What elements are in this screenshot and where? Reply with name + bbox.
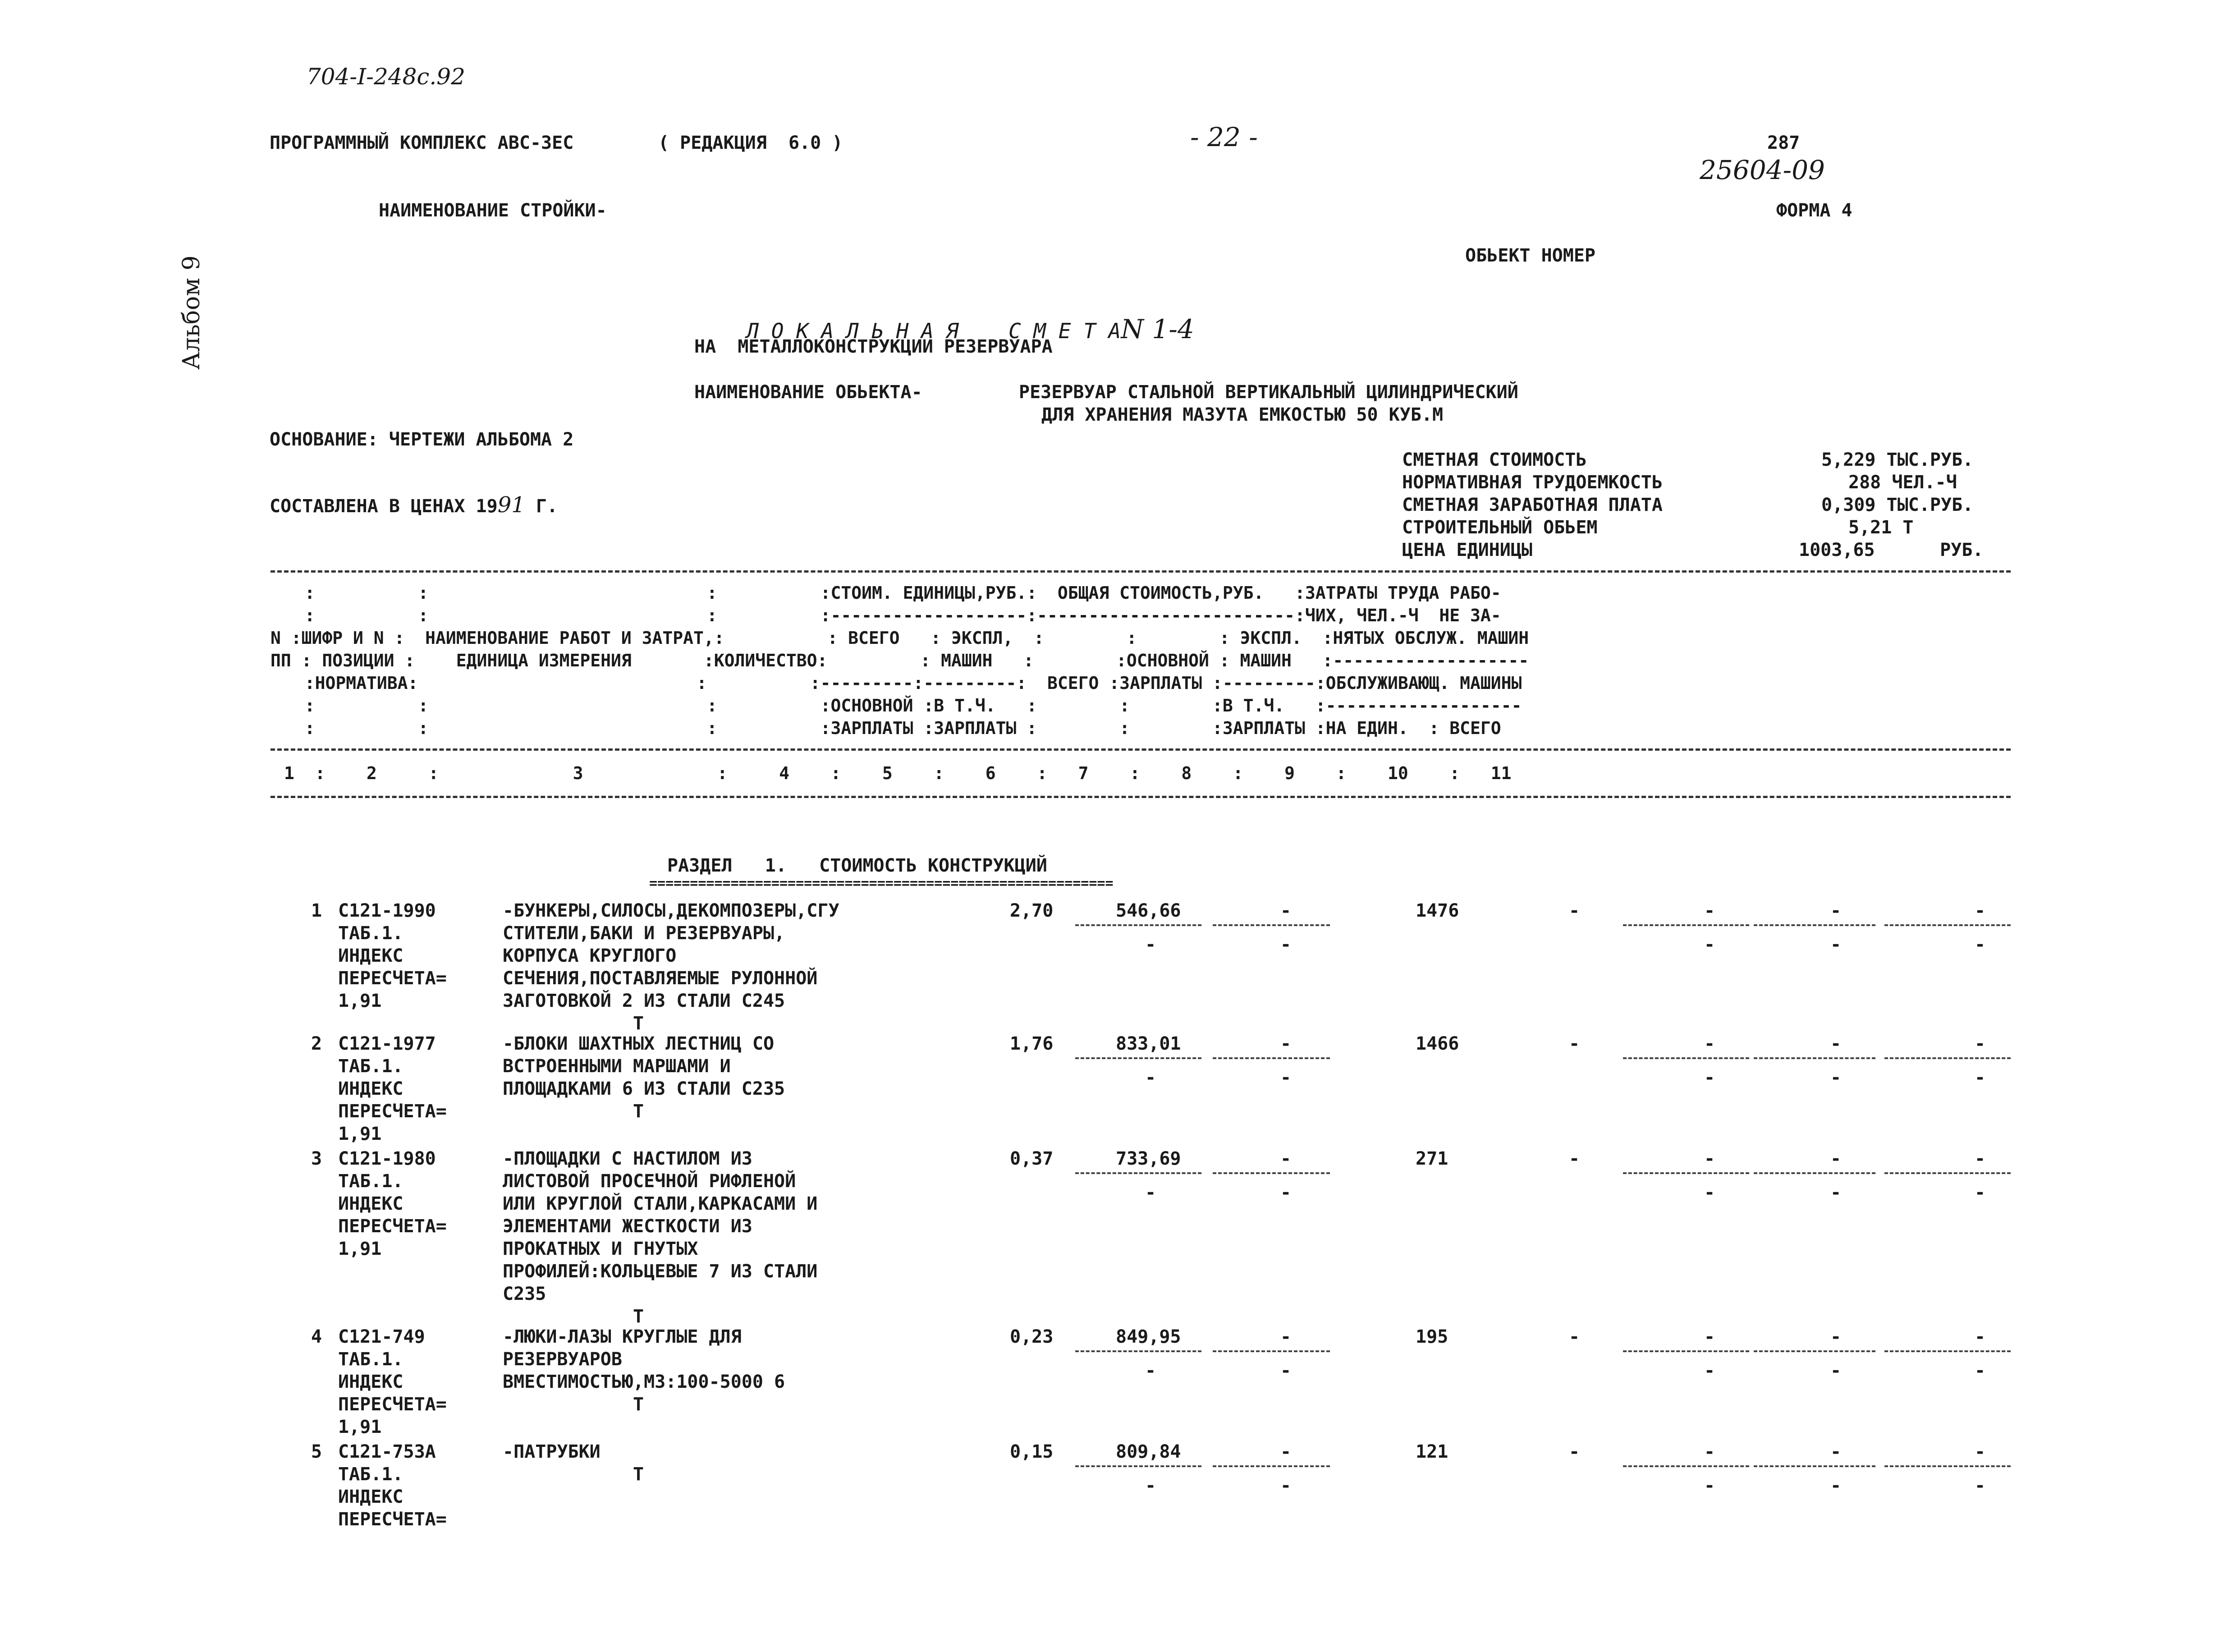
row-subrule xyxy=(1623,924,1749,926)
row-mach-wage: - xyxy=(1704,934,1715,955)
header-line: :НОРМАТИВА: : :---------:---------: ВСЕГО :ЗАРПЛАТЫ :---------:ОБСЛУЖИВАЮЩ. МАШИНЫ xyxy=(284,673,1522,693)
row-mach-wage: - xyxy=(1704,1360,1715,1381)
row-code-line: ПЕРЕСЧЕТА= xyxy=(338,1509,447,1530)
header-line: ПП : ПОЗИЦИИ : ЕДИНИЦА ИЗМЕРЕНИЯ :КОЛИЧЕСТВО: : МАШИН : :ОСНОВНОЙ : МАШИН :------------------- xyxy=(270,651,1529,670)
prices-note xyxy=(270,494,558,518)
row-base-wage: - xyxy=(1569,1033,1580,1054)
summary-value: 0,309 ТЫС.РУБ. xyxy=(1821,495,1974,515)
row-code-line: ТАБ.1. xyxy=(338,1464,403,1485)
row-number: 1 xyxy=(311,900,322,921)
row-labor-total: - xyxy=(1975,1033,1986,1054)
row-subrule xyxy=(1213,1172,1330,1174)
row-code-line: 1,91 xyxy=(338,1124,382,1144)
row-labor-total: - xyxy=(1975,1441,1986,1462)
construction-name-label: НАИМЕНОВАНИЕ СТРОЙКИ- xyxy=(379,200,607,221)
table-header-rule xyxy=(270,748,2011,751)
row-subrule xyxy=(1754,1172,1875,1174)
row-unit-total: 546,66 xyxy=(1116,900,1181,921)
header-line: : : : :ЗАРПЛАТЫ :ЗАРПЛАТЫ : : :ЗАРПЛАТЫ :НА ЕДИН. : ВСЕГО xyxy=(284,718,1501,738)
row-base-wage: - xyxy=(1569,1326,1580,1347)
row-name-line: ПРОФИЛЕЙ:КОЛЬЦЕВЫЕ 7 ИЗ СТАЛИ xyxy=(503,1261,818,1282)
row-labor-mach-total: - xyxy=(1975,1475,1986,1496)
row-name-line: ПЛОЩАДКАМИ 6 ИЗ СТАЛИ С235 xyxy=(503,1078,785,1099)
row-mach-wage: - xyxy=(1704,1182,1715,1203)
row-unit-total: 833,01 xyxy=(1116,1033,1181,1054)
row-subrule xyxy=(1075,1057,1201,1059)
row-subrule xyxy=(1754,924,1875,926)
row-labor-mach-total: - xyxy=(1975,1182,1986,1203)
object-name-line2: ДЛЯ ХРАНЕНИЯ МАЗУТА ЕМКОСТЬЮ 50 КУБ.М xyxy=(1041,404,1444,425)
row-subrule xyxy=(1075,1465,1201,1467)
row-machines: - xyxy=(1704,900,1715,921)
row-code-line: 1,91 xyxy=(338,991,382,1011)
row-labor-mach-unit: - xyxy=(1830,934,1842,955)
object-name-line1: РЕЗЕРВУАР СТАЛЬНОЙ ВЕРТИКАЛЬНЫЙ ЦИЛИНДРИЧЕСКИЙ xyxy=(1019,382,1518,403)
summary-label: НОРМАТИВНАЯ ТРУДОЕМКОСТЬ xyxy=(1402,472,1663,493)
estimate-subtitle: НА МЕТАЛЛОКОНСТРУКЦИИ РЕЗЕРВУАРА xyxy=(694,336,1053,357)
row-code-line: С121-1977 xyxy=(338,1033,436,1054)
row-name-line: РЕЗЕРВУАРОВ xyxy=(503,1349,622,1370)
page-number: - 22 - xyxy=(1190,122,1258,152)
row-name-line: -БЛОКИ ШАХТНЫХ ЛЕСТНИЦ СО xyxy=(503,1033,775,1054)
row-quantity: 0,23 xyxy=(1010,1326,1054,1347)
row-base-wage: - xyxy=(1569,900,1580,921)
table-top-rule xyxy=(270,570,2011,573)
row-name-line: -БУНКЕРЫ,СИЛОСЫ,ДЕКОМПОЗЕРЫ,СГУ xyxy=(503,900,839,921)
row-total: 195 xyxy=(1416,1326,1449,1347)
row-total: 1476 xyxy=(1416,900,1459,921)
row-name-line: СЕЧЕНИЯ,ПОСТАВЛЯЕМЫЕ РУЛОННОЙ xyxy=(503,968,818,989)
row-code-line: ИНДЕКС xyxy=(338,945,403,966)
row-code-line: С121-1990 xyxy=(338,900,436,921)
object-name-label: НАИМЕНОВАНИЕ ОБЬЕКТА- xyxy=(694,382,922,403)
row-name-line: ВМЕСТИМОСТЬЮ,М3:100-5000 6 xyxy=(503,1372,785,1392)
row-labor-unit: - xyxy=(1830,1441,1842,1462)
row-labor-unit: - xyxy=(1830,1148,1842,1169)
summary-value: 1003,65 РУБ. xyxy=(1799,540,1984,560)
row-subrule xyxy=(1754,1465,1875,1467)
row-subrule xyxy=(1884,1172,2011,1174)
row-labor-unit: - xyxy=(1830,1326,1842,1347)
row-name-line: ПРОКАТНЫХ И ГНУТЫХ xyxy=(503,1239,698,1259)
row-unit-wage: - xyxy=(1145,1475,1156,1496)
row-subrule xyxy=(1623,1465,1749,1467)
row-code-line: ПЕРЕСЧЕТА= xyxy=(338,1394,447,1415)
section-title: РАЗДЕЛ 1. СТОИМОСТЬ КОНСТРУКЦИЙ xyxy=(667,855,1047,876)
row-name-line: -ПАТРУБКИ xyxy=(503,1441,601,1462)
row-labor-mach-unit: - xyxy=(1830,1360,1842,1381)
row-subrule xyxy=(1884,924,2011,926)
header-line: : : : :-------------------:-------------------------:ЧИХ, ЧЕЛ.-Ч НЕ ЗА- xyxy=(284,606,1501,625)
row-mach-wage: - xyxy=(1704,1067,1715,1088)
prices-note-tail: Г. xyxy=(525,496,558,517)
row-name-line: -ЛЮКИ-ЛАЗЫ КРУГЛЫЕ ДЛЯ xyxy=(503,1326,742,1347)
row-code-line: ИНДЕКС xyxy=(338,1078,403,1099)
row-unit-machines: - xyxy=(1280,900,1292,921)
row-unit-wage: - xyxy=(1145,1067,1156,1088)
row-name-line: ЛИСТОВОЙ ПРОСЕЧНОЙ РИФЛЕНОЙ xyxy=(503,1171,796,1192)
prices-note-text: СОСТАВЛЕНА В ЦЕНАХ 19 xyxy=(270,496,498,517)
summary-value: 5,21 Т xyxy=(1848,517,1914,538)
row-unit-machines: - xyxy=(1280,1441,1292,1462)
row-quantity: 1,76 xyxy=(1010,1033,1054,1054)
row-subrule xyxy=(1623,1172,1749,1174)
row-subrule xyxy=(1623,1057,1749,1059)
row-unit-wage: - xyxy=(1145,1182,1156,1203)
document-code: 704-I-248с.92 xyxy=(307,64,465,90)
row-name-line: КОРПУСА КРУГЛОГО xyxy=(503,945,677,966)
summary-value: 5,229 ТЫС.РУБ. xyxy=(1821,450,1974,470)
row-machines: - xyxy=(1704,1441,1715,1462)
prices-year: 91 xyxy=(497,492,525,518)
summary-label: СМЕТНАЯ ЗАРАБОТНАЯ ПЛАТА xyxy=(1402,495,1663,515)
summary-label: СМЕТНАЯ СТОИМОСТЬ xyxy=(1402,450,1587,470)
program-name: ПРОГРАММНЫЙ КОМПЛЕКС АВС-ЗЕС xyxy=(270,133,574,153)
program-edition: ( РЕДАКЦИЯ 6.0 ) xyxy=(658,133,843,153)
row-unit-machines: - xyxy=(1280,1033,1292,1054)
row-name-line: ВСТРОЕННЫМИ МАРШАМИ И xyxy=(503,1056,731,1077)
header-line: N :ШИФР И N : НАИМЕНОВАНИЕ РАБОТ И ЗАТРАТ,: : ВСЕГО : ЭКСПЛ, : : : ЭКСПЛ. :НЯТЫХ ОБСЛУЖ. МАШИН xyxy=(270,628,1529,648)
row-code-line: ТАБ.1. xyxy=(338,1056,403,1077)
row-code-line: ИНДЕКС xyxy=(338,1372,403,1392)
row-unit-mach-wage: - xyxy=(1280,1360,1292,1381)
row-total: 1466 xyxy=(1416,1033,1459,1054)
row-labor-mach-total: - xyxy=(1975,1067,1986,1088)
row-code-line: ИНДЕКС xyxy=(338,1487,403,1507)
row-machines: - xyxy=(1704,1033,1715,1054)
row-subrule xyxy=(1213,1350,1330,1352)
row-number: 2 xyxy=(311,1033,322,1054)
row-labor-mach-unit: - xyxy=(1830,1475,1842,1496)
summary-value: 288 ЧЕЛ.-Ч xyxy=(1848,472,1957,493)
doc-number: 25604-09 xyxy=(1700,155,1825,185)
row-subrule xyxy=(1213,924,1330,926)
basis-note: ОСНОВАНИЕ: ЧЕРТЕЖИ АЛЬБОМА 2 xyxy=(270,429,574,450)
header-line: : : : :ОСНОВНОЙ :В Т.Ч. : : :В Т.Ч. :------------------- xyxy=(284,696,1522,716)
row-code-line: С121-749 xyxy=(338,1326,425,1347)
row-name-line: Т xyxy=(503,1013,644,1034)
section-underline: ========================================================= xyxy=(649,876,1114,891)
row-labor-mach-unit: - xyxy=(1830,1182,1842,1203)
row-name-line: СТИТЕЛИ,БАКИ И РЕЗЕРВУАРЫ, xyxy=(503,923,785,944)
summary-label: СТРОИТЕЛЬНЫЙ ОБЬЕМ xyxy=(1402,517,1598,538)
row-base-wage: - xyxy=(1569,1441,1580,1462)
row-quantity: 2,70 xyxy=(1010,900,1054,921)
column-numbers-rule xyxy=(270,796,2011,798)
row-unit-mach-wage: - xyxy=(1280,1475,1292,1496)
row-name-line: ЗАГОТОВКОЙ 2 ИЗ СТАЛИ С245 xyxy=(503,991,785,1011)
row-base-wage: - xyxy=(1569,1148,1580,1169)
row-code-line: С121-1980 xyxy=(338,1148,436,1169)
row-machines: - xyxy=(1704,1148,1715,1169)
row-unit-mach-wage: - xyxy=(1280,934,1292,955)
sheet-number: 287 xyxy=(1767,133,1800,153)
row-number: 5 xyxy=(311,1441,322,1462)
row-unit-machines: - xyxy=(1280,1326,1292,1347)
row-labor-unit: - xyxy=(1830,1033,1842,1054)
row-labor-total: - xyxy=(1975,1148,1986,1169)
row-labor-mach-unit: - xyxy=(1830,1067,1842,1088)
row-labor-unit: - xyxy=(1830,900,1842,921)
row-subrule xyxy=(1884,1057,2011,1059)
row-name-line: ЭЛЕМЕНТАМИ ЖЕСТКОСТИ ИЗ xyxy=(503,1216,752,1237)
row-subrule xyxy=(1884,1465,2011,1467)
row-name-line: Т xyxy=(503,1101,644,1122)
row-name-line: С235 xyxy=(503,1284,546,1304)
row-labor-mach-total: - xyxy=(1975,1360,1986,1381)
row-code-line: С121-753А xyxy=(338,1441,436,1462)
row-unit-total: 733,69 xyxy=(1116,1148,1181,1169)
row-subrule xyxy=(1754,1057,1875,1059)
row-code-line: ПЕРЕСЧЕТА= xyxy=(338,1101,447,1122)
row-subrule xyxy=(1884,1350,2011,1352)
row-subrule xyxy=(1075,924,1201,926)
row-number: 3 xyxy=(311,1148,322,1169)
row-unit-mach-wage: - xyxy=(1280,1067,1292,1088)
row-total: 121 xyxy=(1416,1441,1449,1462)
row-unit-total: 849,95 xyxy=(1116,1326,1181,1347)
row-unit-wage: - xyxy=(1145,1360,1156,1381)
row-name-line: Т xyxy=(503,1306,644,1327)
row-subrule xyxy=(1075,1172,1201,1174)
row-subrule xyxy=(1075,1350,1201,1352)
row-code-line: ТАБ.1. xyxy=(338,1349,403,1370)
row-subrule xyxy=(1213,1057,1330,1059)
row-machines: - xyxy=(1704,1326,1715,1347)
row-code-line: ПЕРЕСЧЕТА= xyxy=(338,1216,447,1237)
form-label: ФОРМА 4 xyxy=(1776,200,1852,221)
row-total: 271 xyxy=(1416,1148,1449,1169)
object-number-label: ОБЬЕКТ НОМЕР xyxy=(1465,245,1595,266)
row-code-line: ТАБ.1. xyxy=(338,923,403,944)
row-code-line: ТАБ.1. xyxy=(338,1171,403,1192)
column-numbers: 1 : 2 : 3 : 4 : 5 : 6 : 7 : 8 : 9 : 10 : 11 xyxy=(284,763,1512,783)
row-unit-wage: - xyxy=(1145,934,1156,955)
row-labor-mach-total: - xyxy=(1975,934,1986,955)
row-unit-total: 809,84 xyxy=(1116,1441,1181,1462)
row-unit-machines: - xyxy=(1280,1148,1292,1169)
row-code-line: 1,91 xyxy=(338,1239,382,1259)
row-subrule xyxy=(1754,1350,1875,1352)
row-quantity: 0,15 xyxy=(1010,1441,1054,1462)
estimate-title-text: Л О К А Л Ь Н А Я С М Е Т А xyxy=(746,319,1121,343)
summary-label: ЦЕНА ЕДИНИЦЫ xyxy=(1402,540,1532,560)
row-labor-total: - xyxy=(1975,900,1986,921)
row-subrule xyxy=(1213,1465,1330,1467)
row-code-line: ПЕРЕСЧЕТА= xyxy=(338,968,447,989)
row-unit-mach-wage: - xyxy=(1280,1182,1292,1203)
row-name-line: -ПЛОЩАДКИ С НАСТИЛОМ ИЗ xyxy=(503,1148,752,1169)
row-code-line: 1,91 xyxy=(338,1417,382,1437)
header-line: : : : :СТОИМ. ЕДИНИЦЫ,РУБ.: ОБЩАЯ СТОИМОСТЬ,РУБ. :ЗАТРАТЫ ТРУДА РАБО- xyxy=(284,583,1501,603)
row-name-line: ИЛИ КРУГЛОЙ СТАЛИ,КАРКАСАМИ И xyxy=(503,1193,818,1214)
row-name-line: Т xyxy=(503,1394,644,1415)
estimate-number: N 1-4 xyxy=(1121,314,1194,344)
album-side-label: Альбом 9 xyxy=(178,255,205,370)
row-code-line: ИНДЕКС xyxy=(338,1193,403,1214)
row-mach-wage: - xyxy=(1704,1475,1715,1496)
row-name-line: Т xyxy=(503,1464,644,1485)
row-labor-total: - xyxy=(1975,1326,1986,1347)
row-number: 4 xyxy=(311,1326,322,1347)
row-subrule xyxy=(1623,1350,1749,1352)
row-quantity: 0,37 xyxy=(1010,1148,1054,1169)
